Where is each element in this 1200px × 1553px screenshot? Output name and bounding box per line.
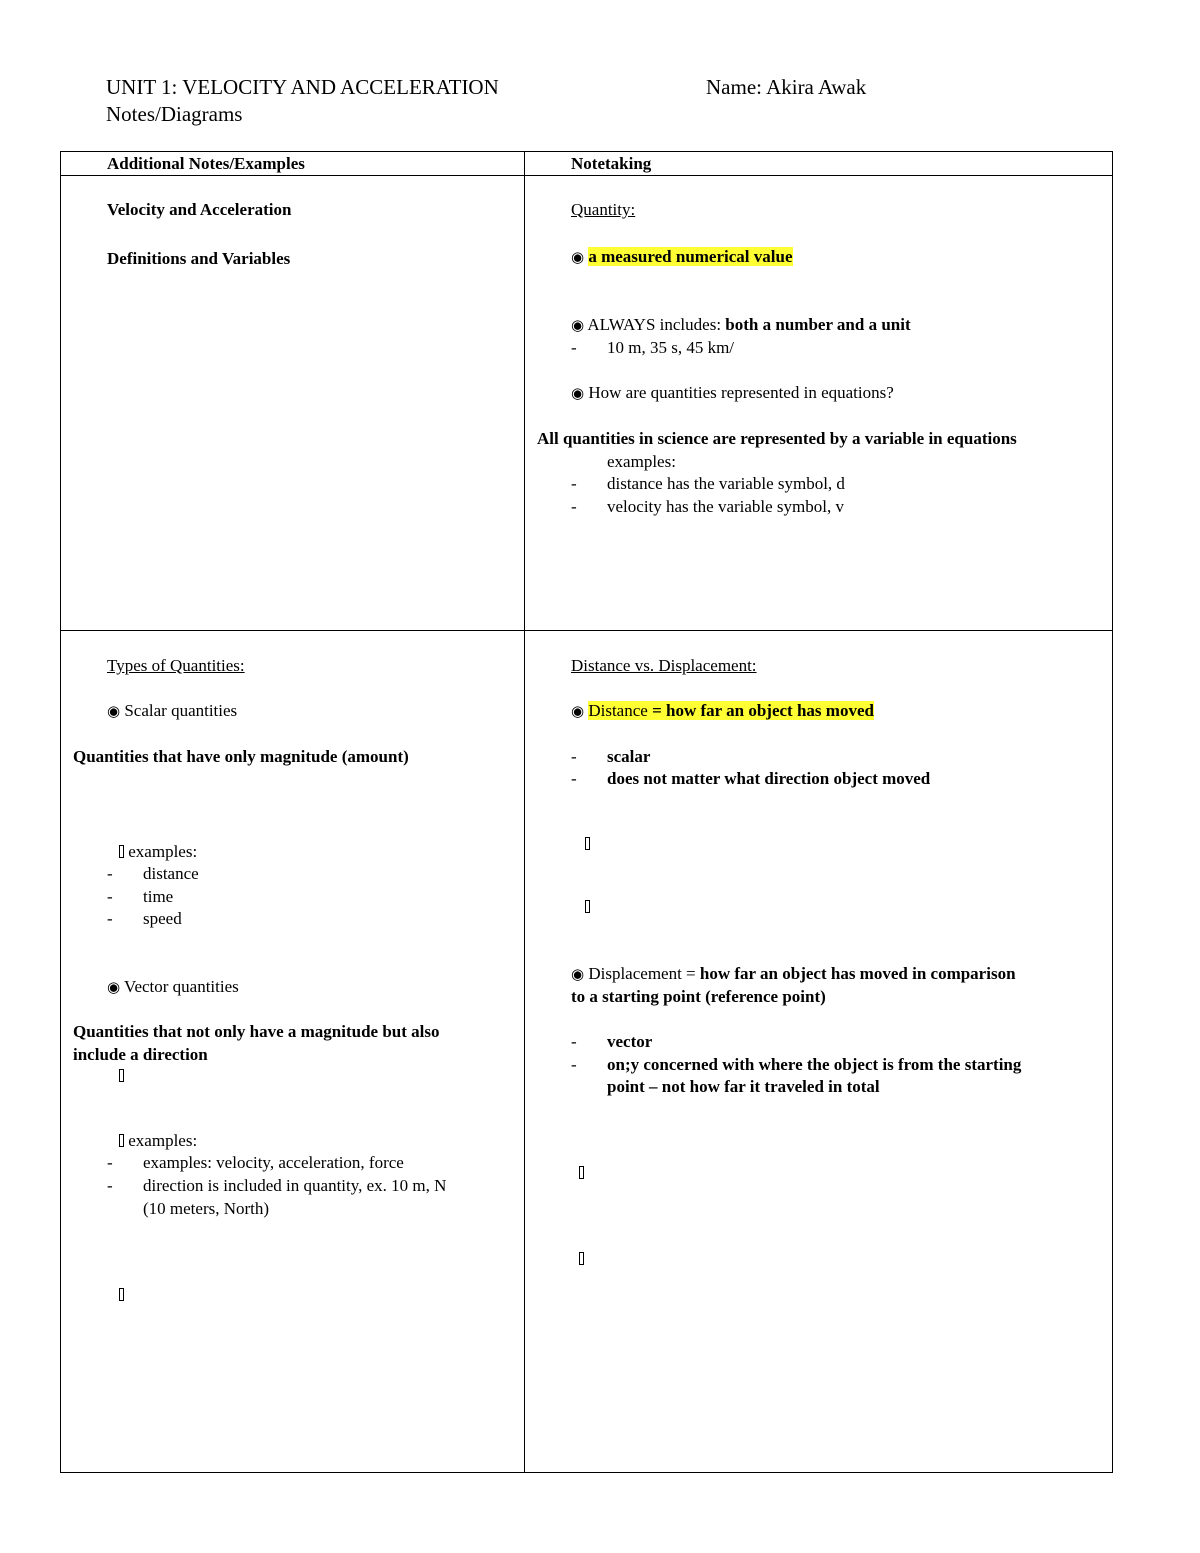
displacement-definition: how far an object has moved in comparison <box>699 964 1016 983</box>
placeholder-box-icon <box>579 1162 584 1184</box>
displacement-point-cont: point – not how far it traveled in total <box>607 1077 880 1096</box>
quantity-unit-prefix: ALWAYS includes: <box>587 315 726 334</box>
vector-example: direction is included in quantity, ex. 10 m, N <box>143 1176 447 1195</box>
quantity-variable-question: How are quantities represented in equations? <box>588 383 894 402</box>
dash-marker: - <box>571 769 577 788</box>
scalar-examples-label: examples: <box>128 842 198 861</box>
displacement-point: on;y concerned with where the object is from the starting <box>607 1055 1022 1074</box>
scalar-example: speed <box>143 909 182 928</box>
vector-examples-label: examples: <box>128 1131 198 1150</box>
student-name: Name: Akira Awak <box>706 75 867 99</box>
quantity-unit-text: both a number and a unit <box>725 315 911 334</box>
dash-marker: - <box>107 1153 113 1172</box>
scalar-definition: Quantities that have only magnitude (amount) <box>73 747 409 766</box>
scalar-item <box>107 700 237 723</box>
examples-label: examples: <box>607 452 676 471</box>
bullet-icon: ◉ <box>571 704 585 720</box>
scalar-example: distance <box>143 864 199 883</box>
distance-item <box>571 700 874 723</box>
dash-marker: - <box>571 1055 577 1074</box>
distance-term: Distance <box>588 701 648 720</box>
displacement-point: vector <box>607 1032 653 1051</box>
bullet-icon: ◉ <box>107 980 121 996</box>
topic-title: Velocity and Acceleration <box>107 200 292 219</box>
dash-marker: - <box>107 909 113 928</box>
dash-marker: - <box>107 864 113 883</box>
dash-marker: - <box>571 497 577 516</box>
bullet-icon: ◉ <box>107 704 121 720</box>
placeholder-box-icon <box>119 1065 124 1087</box>
quantity-definition: a measured numerical value <box>588 247 793 266</box>
dash-marker: - <box>571 474 577 493</box>
quantity-heading: Quantity: <box>571 200 636 219</box>
distance-point: scalar <box>607 747 651 766</box>
displacement-item <box>571 963 1016 986</box>
left-column-header: Additional Notes/Examples <box>107 154 305 173</box>
distance-definition: = how far an object has moved <box>647 701 874 720</box>
types-heading: Types of Quantities: <box>107 656 245 675</box>
placeholder-box-icon <box>119 1134 124 1147</box>
vector-definition: Quantities that not only have a magnitude but also <box>73 1022 440 1041</box>
displacement-definition-cont: to a starting point (reference point) <box>571 987 826 1006</box>
subtopic-title: Definitions and Variables <box>107 249 291 268</box>
placeholder-box-icon <box>585 833 590 855</box>
vector-label: Vector quantities <box>124 977 239 996</box>
dash-marker: - <box>571 338 577 357</box>
notes-table <box>60 151 1113 1473</box>
quantity-unit-example: 10 m, 35 s, 45 km/ <box>607 338 735 357</box>
placeholder-box-icon <box>119 845 124 858</box>
scalar-examples-label-row <box>119 841 197 863</box>
placeholder-box-icon <box>579 1248 584 1270</box>
dash-marker: - <box>571 1032 577 1051</box>
distance-point: does not matter what direction object moved <box>607 769 931 788</box>
bullet-icon: ◉ <box>571 386 585 402</box>
vector-example: examples: velocity, acceleration, force <box>143 1153 404 1172</box>
bullet-icon: ◉ <box>571 250 585 266</box>
dash-marker: - <box>107 887 113 906</box>
vector-examples-label-row <box>119 1130 197 1152</box>
distance-heading: Distance vs. Displacement: <box>571 656 757 675</box>
variable-example: velocity has the variable symbol, v <box>607 497 844 516</box>
quantity-variable-item <box>571 382 894 405</box>
vector-definition: include a direction <box>73 1045 208 1064</box>
displacement-term: Displacement = <box>588 964 700 983</box>
document-header <box>106 74 499 128</box>
row-divider <box>61 630 1112 631</box>
variable-example: distance has the variable symbol, d <box>607 474 845 493</box>
placeholder-box-icon <box>119 1284 124 1306</box>
column-divider <box>524 152 525 1472</box>
right-column-header: Notetaking <box>571 154 652 173</box>
scalar-label: Scalar quantities <box>124 701 238 720</box>
quantity-def-item <box>571 246 793 269</box>
scalar-example: time <box>143 887 174 906</box>
dash-marker: - <box>107 1176 113 1195</box>
variable-statement: All quantities in science are represented by a variable in equations <box>537 429 1017 448</box>
quantity-unit-item <box>571 314 911 337</box>
unit-title: UNIT 1: VELOCITY AND ACCELERATION <box>106 75 499 99</box>
header-row-divider <box>61 175 1112 176</box>
unit-subtitle: Notes/Diagrams <box>106 102 243 126</box>
vector-example: (10 meters, North) <box>143 1199 270 1218</box>
placeholder-box-icon <box>585 896 590 918</box>
bullet-icon: ◉ <box>571 967 585 983</box>
vector-item <box>107 976 239 999</box>
bullet-icon: ◉ <box>571 318 585 334</box>
dash-marker: - <box>571 747 577 766</box>
